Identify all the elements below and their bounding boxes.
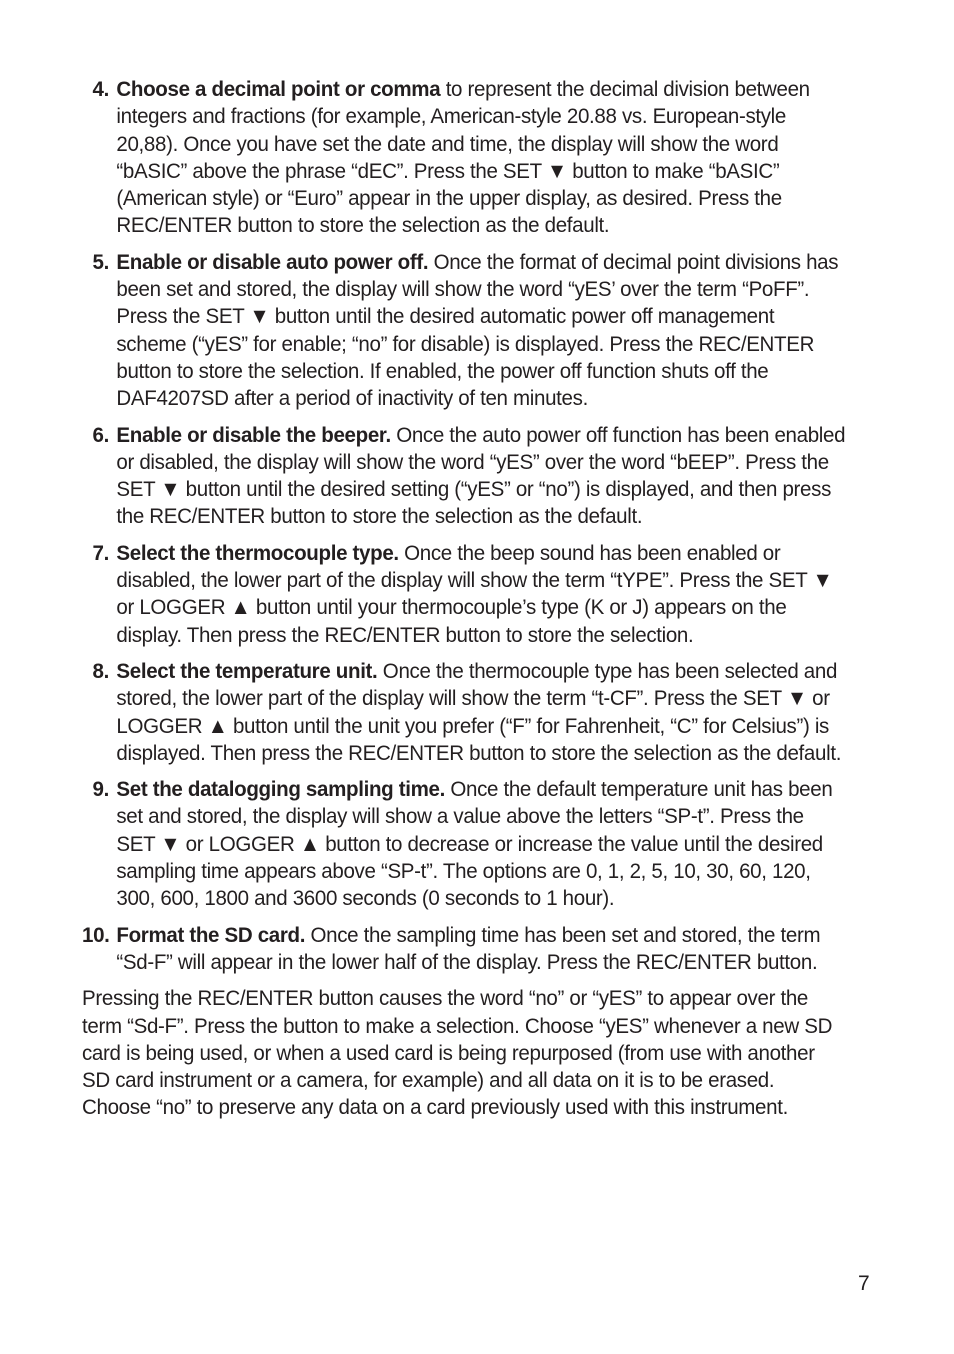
step-text: to represent the decimal division between integers and fractions (for example, American-style 20.88 vs. European-style 20,88). Once you have set the date and time, the display will show the word “bASIC” above the phrase “dEC”. Press the SET ▼ button to make “bASIC” (American style) or “Euro” appear in the upper display, as desired. Press the REC/ENTER button to store the selection as the default. xyxy=(116,77,810,238)
step-number: 9. xyxy=(92,777,109,802)
page-number: 7 xyxy=(858,1272,870,1295)
step-heading: Enable or disable auto power off. xyxy=(116,249,429,274)
step-6 xyxy=(82,422,846,531)
step-heading: Choose a decimal point or comma xyxy=(116,77,441,101)
step-7 xyxy=(82,540,846,649)
page-content xyxy=(82,76,846,1122)
step-number: 5. xyxy=(92,249,109,274)
step-9 xyxy=(82,776,846,912)
step-heading: Format the SD card. xyxy=(116,922,306,947)
step-text: Once the beep sound has been enabled or disabled, the lower part of the display will show the term “tYPE”. Press the SET ▼ or LOGGER ▲ button until your thermocouple’s type (K or J) appears on the display. Then press the REC/ENTER button to store the selection. xyxy=(116,540,833,647)
step-text: Once the format of decimal point divisions has been set and stored, the display will show the word “yES’ over the term “PoFF”. Press the SET ▼ button until the desired automatic power off management scheme (“yES” for enable; “no” for disable) is displayed. Press the REC/ENTER button to store the selection. If enabled, the power off function shuts off the DAF4207SD after a period of inactivity of ten minutes. xyxy=(116,249,839,411)
step-text: Once the thermocouple type has been selected and stored, the lower part of the display will show the term “t-CF”. Press the SET ▼ or LOGGER ▲ button until the unit you prefer (“F” for Fahrenheit, “C” for Celsius”) is displayed. Then press the REC/ENTER button to store the selection as the default. xyxy=(116,658,842,765)
step-4 xyxy=(82,76,846,240)
step-heading: Select the thermocouple type. xyxy=(116,540,399,565)
step-5 xyxy=(82,249,846,413)
closing-paragraph: Pressing the REC/ENTER button causes the word “no” or “yES” to appear over the term “Sd-F”. Press the button to make a selection. Choose “yES” whenever a new SD card is being used, or when a used card is being repurposed (from use with another SD card instrument or a camera, for example) and all data on it is to be erased. Choose “no” to preserve any data on a card previously used with this instrument. xyxy=(82,986,833,1120)
step-list xyxy=(82,76,846,976)
step-text: Once the sampling time has been set and stored, the term “Sd-F” will appear in the lower half of the display. Press the REC/ENTER button. xyxy=(116,922,821,974)
step-heading: Select the temperature unit. xyxy=(116,658,378,683)
step-10 xyxy=(82,922,846,977)
step-text: Once the auto power off function has been enabled or disabled, the display will show the word “yES” over the word “bEEP”. Press the SET ▼ button until the desired setting (“yES” or “no”) is displayed, and then press the REC/ENTER button to store the selection as the default. xyxy=(116,422,846,529)
step-text: Once the default temperature unit has been set and stored, the display will show a value above the letters “SP-t”. Press the SET ▼ or LOGGER ▲ button to decrease or increase the value until the desired sampling time appears above “SP-t”. The options are 0, 1, 2, 5, 10, 30, 60, 120, 300, 600, 1800 and 3600 seconds (0 seconds to 1 hour). xyxy=(116,777,833,911)
step-heading: Enable or disable the beeper. xyxy=(116,422,391,447)
step-number: 8. xyxy=(92,658,109,683)
step-number: 4. xyxy=(92,77,109,101)
step-heading: Set the datalogging sampling time. xyxy=(116,777,445,802)
step-8 xyxy=(82,658,846,767)
step-number: 7. xyxy=(92,540,109,565)
step-number: 10. xyxy=(82,922,110,947)
step-number: 6. xyxy=(92,422,109,447)
